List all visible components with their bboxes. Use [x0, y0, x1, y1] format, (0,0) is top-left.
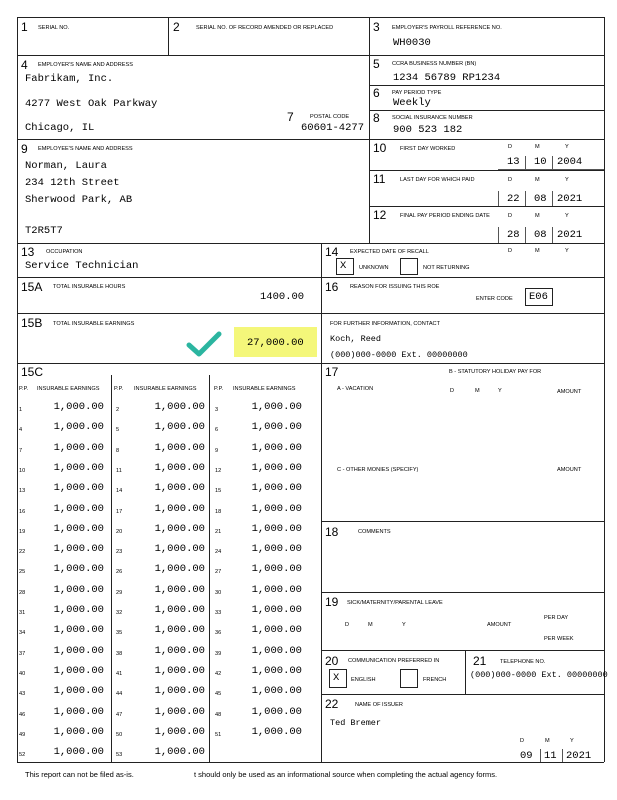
box-number: 5 — [373, 57, 380, 71]
other-monies-label: C - OTHER MONIES (SPECIFY) — [337, 467, 419, 473]
reason-label: REASON FOR ISSUING THIS ROE — [350, 284, 440, 290]
pay-period-earnings: 1,000.00 — [154, 726, 205, 738]
box-number: 17 — [325, 365, 339, 379]
pay-period-earnings: 1,000.00 — [53, 563, 104, 575]
pay-period-earnings: 1,000.00 — [251, 503, 302, 515]
pay-period-earnings: 1,000.00 — [154, 645, 205, 657]
day-heading: D — [508, 248, 513, 254]
amount-label: AMOUNT — [557, 389, 582, 395]
pay-period-number: 23 — [116, 549, 123, 555]
final-pay-label: FINAL PAY PERIOD ENDING DATE — [400, 213, 490, 219]
box-number: 10 — [373, 141, 387, 155]
box-number: 6 — [373, 86, 380, 100]
checkmark-icon — [186, 330, 222, 358]
issue-date-y: 2021 — [566, 750, 592, 762]
employer-name-label: EMPLOYER'S NAME AND ADDRESS — [38, 62, 133, 68]
pay-period-number: 18 — [215, 509, 222, 515]
final-pay-d: 28 — [507, 229, 520, 241]
pay-period-number: 53 — [116, 752, 123, 758]
issue-date-d: 09 — [520, 750, 533, 762]
reason-code-field[interactable] — [525, 288, 553, 306]
pay-period-earnings: 1,000.00 — [251, 421, 302, 433]
pay-period-value: Weekly — [393, 97, 431, 109]
pay-period-number: 43 — [19, 691, 26, 697]
box-number: 15C — [21, 365, 44, 379]
employer-name: Fabrikam, Inc. — [25, 73, 114, 85]
box-number: 3 — [373, 20, 380, 34]
communication-label: COMMUNICATION PREFERRED IN — [348, 658, 440, 664]
pay-period-number: 21 — [215, 529, 222, 535]
pay-period-earnings: 1,000.00 — [53, 462, 104, 474]
pay-period-number: 9 — [215, 448, 219, 454]
pay-period-number: 26 — [116, 569, 123, 575]
pay-period-number: 24 — [215, 549, 222, 555]
pay-period-earnings: 1,000.00 — [53, 685, 104, 697]
earnings-heading: INSURABLE EARNINGS — [134, 386, 197, 392]
pay-period-earnings: 1,000.00 — [154, 482, 205, 494]
pay-period-number: 50 — [116, 732, 123, 738]
postal-code-label: POSTAL CODE — [310, 114, 350, 120]
pay-period-earnings: 1,000.00 — [251, 665, 302, 677]
pay-period-earnings: 1,000.00 — [53, 421, 104, 433]
pay-period-earnings: 1,000.00 — [251, 706, 302, 718]
french-checkbox[interactable] — [400, 669, 418, 688]
pay-period-earnings: 1,000.00 — [251, 482, 302, 494]
pay-period-earnings: 1,000.00 — [251, 685, 302, 697]
vacation-label: A - VACATION — [337, 386, 374, 392]
pay-period-earnings: 1,000.00 — [154, 706, 205, 718]
pay-period-number: 42 — [215, 671, 222, 677]
serial-no-label: SERIAL NO. — [38, 25, 70, 31]
pay-period-number: 13 — [19, 488, 26, 494]
pay-period-earnings: 1,000.00 — [53, 665, 104, 677]
pay-period-earnings: 1,000.00 — [251, 442, 302, 454]
pay-period-earnings: 1,000.00 — [154, 604, 205, 616]
pay-period-number: 28 — [19, 590, 26, 596]
pay-period-earnings: 1,000.00 — [251, 624, 302, 636]
pay-period-number: 25 — [19, 569, 26, 575]
last-day-d: 22 — [507, 193, 520, 205]
box-number: 20 — [325, 654, 339, 668]
pp-heading: P.P. — [114, 386, 124, 392]
employee-city: Sherwood Park, AB — [25, 194, 133, 206]
pay-period-number: 34 — [19, 630, 26, 636]
box-number: 15B — [21, 316, 43, 330]
first-day-m: 10 — [534, 156, 547, 168]
pay-period-earnings: 1,000.00 — [251, 645, 302, 657]
telephone-label: TELEPHONE NO. — [500, 659, 546, 665]
box-number: 9 — [21, 142, 28, 156]
pay-period-earnings: 1,000.00 — [251, 543, 302, 555]
issuer-label: NAME OF ISSUER — [355, 702, 403, 708]
insurable-earnings-value: 27,000.00 — [247, 337, 304, 349]
last-day-m: 08 — [534, 193, 547, 205]
pay-period-number: 4 — [19, 427, 23, 433]
box-number: 16 — [325, 280, 339, 294]
pay-period-earnings: 1,000.00 — [53, 584, 104, 596]
year-heading: Y — [570, 738, 574, 744]
month-heading: M — [535, 177, 540, 183]
year-heading: Y — [565, 177, 569, 183]
year-heading: Y — [402, 622, 406, 628]
day-heading: D — [508, 177, 513, 183]
earnings-heading: INSURABLE EARNINGS — [37, 386, 100, 392]
issuer-name: Ted Bremer — [330, 718, 382, 728]
pay-period-number: 11 — [116, 468, 122, 474]
leave-label: SICK/MATERNITY/PARENTAL LEAVE — [347, 600, 443, 606]
first-day-y: 2004 — [557, 156, 583, 168]
employer-city: Chicago, IL — [25, 122, 95, 134]
pay-period-number: 8 — [116, 448, 120, 454]
business-number-value: 1234 56789 RP1234 — [393, 72, 501, 84]
pay-period-number: 38 — [116, 651, 123, 657]
year-heading: Y — [498, 388, 502, 394]
serial-amended-label: SERIAL NO. OF RECORD AMENDED OR REPLACED — [196, 25, 334, 31]
box-number: 22 — [325, 697, 339, 711]
pay-period-earnings: 1,000.00 — [53, 624, 104, 636]
pay-period-earnings: 1,000.00 — [154, 523, 205, 535]
year-heading: Y — [565, 248, 569, 254]
sin-value: 900 523 182 — [393, 124, 463, 136]
pay-period-earnings: 1,000.00 — [53, 543, 104, 555]
day-heading: D — [508, 144, 513, 150]
box-number: 21 — [473, 654, 487, 668]
pay-period-earnings: 1,000.00 — [251, 604, 302, 616]
pay-period-earnings: 1,000.00 — [53, 726, 104, 738]
day-heading: D — [520, 738, 525, 744]
unknown-checkbox[interactable] — [336, 258, 354, 275]
pay-period-earnings: 1,000.00 — [154, 401, 205, 413]
earnings-heading: INSURABLE EARNINGS — [233, 386, 296, 392]
employer-street: 4277 West Oak Parkway — [25, 98, 158, 110]
pay-period-number: 48 — [215, 712, 222, 718]
pay-period-earnings: 1,000.00 — [53, 523, 104, 535]
pay-period-earnings: 1,000.00 — [251, 401, 302, 413]
pay-period-earnings: 1,000.00 — [154, 624, 205, 636]
pay-period-number: 2 — [116, 407, 120, 413]
per-week-label: PER WEEK — [544, 636, 574, 642]
payroll-ref-label: EMPLOYER'S PAYROLL REFERENCE NO. — [392, 25, 502, 31]
employee-street: 234 12th Street — [25, 177, 120, 189]
insurable-hours-label: TOTAL INSURABLE HOURS — [53, 284, 126, 290]
employee-postal: T2R5T7 — [25, 225, 63, 237]
pay-period-number: 3 — [215, 407, 219, 413]
pp-heading: P.P. — [19, 386, 29, 392]
amount-label: AMOUNT — [557, 467, 582, 473]
first-day-d: 13 — [507, 156, 520, 168]
pay-period-number: 5 — [116, 427, 120, 433]
box-number: 19 — [325, 595, 339, 609]
day-heading: D — [508, 213, 513, 219]
pay-period-earnings: 1,000.00 — [251, 563, 302, 575]
pay-period-earnings: 1,000.00 — [154, 746, 205, 758]
pay-period-number: 32 — [116, 610, 123, 616]
pay-period-earnings: 1,000.00 — [154, 584, 205, 596]
box-number: 4 — [21, 58, 28, 72]
pay-period-number: 14 — [116, 488, 123, 494]
box-number: 14 — [325, 245, 339, 259]
pay-period-earnings: 1,000.00 — [251, 462, 302, 474]
contact-label: FOR FURTHER INFORMATION, CONTACT — [330, 321, 441, 327]
footer-note: t should only be used as an informational source when completing the actual agency forms. — [194, 770, 498, 779]
pay-period-number: 41 — [116, 671, 123, 677]
month-heading: M — [545, 738, 550, 744]
payroll-ref-value: WH0030 — [393, 37, 431, 49]
pay-period-number: 33 — [215, 610, 222, 616]
pay-period-earnings: 1,000.00 — [53, 706, 104, 718]
pay-period-earnings: 1,000.00 — [53, 401, 104, 413]
pay-period-earnings: 1,000.00 — [154, 462, 205, 474]
issue-date-m: 11 — [544, 750, 557, 762]
unknown-label: UNKNOWN — [359, 265, 389, 271]
pay-period-number: 45 — [215, 691, 222, 697]
pay-period-earnings: 1,000.00 — [154, 442, 205, 454]
recall-label: EXPECTED DATE OF RECALL — [350, 249, 429, 255]
box-number: 2 — [173, 20, 180, 34]
pay-period-number: 51 — [215, 732, 222, 738]
telephone-value: (000)000-0000 Ext. 00000000 — [470, 670, 608, 680]
last-day-y: 2021 — [557, 193, 583, 205]
pay-period-number: 20 — [116, 529, 123, 535]
stat-holiday-label: B - STATUTORY HOLIDAY PAY FOR — [449, 369, 542, 375]
pay-period-number: 1 — [19, 407, 23, 413]
not-returning-checkbox[interactable] — [400, 258, 418, 275]
month-heading: M — [535, 213, 540, 219]
per-day-label: PER DAY — [544, 615, 569, 621]
comments-label: COMMENTS — [358, 529, 391, 535]
pay-period-earnings: 1,000.00 — [53, 645, 104, 657]
postal-code-value: 60601-4277 — [301, 122, 365, 134]
pay-period-number: 27 — [215, 569, 222, 575]
box-number: 7 — [287, 110, 294, 124]
occupation-label: OCCUPATION — [46, 249, 83, 255]
enter-code-label: ENTER CODE — [476, 296, 513, 302]
box-number: 8 — [373, 111, 380, 125]
box-number: 15A — [21, 280, 43, 294]
box-number: 1 — [21, 20, 28, 34]
pay-period-number: 39 — [215, 651, 222, 657]
pay-period-number: 35 — [116, 630, 123, 636]
pay-period-earnings: 1,000.00 — [53, 604, 104, 616]
business-number-label: CCRA BUSINESS NUMBER (BN) — [392, 61, 477, 67]
amount-label: AMOUNT — [487, 622, 512, 628]
insurable-hours-value: 1400.00 — [260, 291, 305, 303]
insurable-earnings-label: TOTAL INSURABLE EARNINGS — [53, 321, 135, 327]
pay-period-number: 49 — [19, 732, 26, 738]
month-heading: M — [535, 144, 540, 150]
month-heading: M — [368, 622, 373, 628]
pay-period-number: 29 — [116, 590, 123, 596]
english-checkbox[interactable] — [329, 669, 347, 688]
box-number: 13 — [21, 245, 35, 259]
day-heading: D — [345, 622, 350, 628]
pay-period-number: 6 — [215, 427, 219, 433]
not-returning-label: NOT RETURNING — [423, 265, 470, 271]
pay-period-number: 31 — [19, 610, 26, 616]
occupation-value: Service Technician — [25, 260, 139, 272]
pay-period-earnings: 1,000.00 — [251, 584, 302, 596]
final-pay-y: 2021 — [557, 229, 583, 241]
pay-period-earnings: 1,000.00 — [154, 685, 205, 697]
year-heading: Y — [565, 213, 569, 219]
final-pay-m: 08 — [534, 229, 547, 241]
pay-period-number: 12 — [215, 468, 222, 474]
pay-period-number: 46 — [19, 712, 26, 718]
pay-period-number: 17 — [116, 509, 123, 515]
contact-phone: (000)000-0000 Ext. 00000000 — [330, 350, 468, 360]
pay-period-earnings: 1,000.00 — [53, 442, 104, 454]
box-number: 18 — [325, 525, 339, 539]
pay-period-number: 30 — [215, 590, 222, 596]
unknown-checkmark: X — [340, 260, 347, 272]
english-checkmark: X — [333, 672, 340, 684]
pay-period-number: 47 — [116, 712, 123, 718]
pay-period-earnings: 1,000.00 — [53, 482, 104, 494]
reason-code-value: E06 — [529, 291, 548, 303]
pay-period-earnings: 1,000.00 — [53, 746, 104, 758]
pay-period-earnings: 1,000.00 — [154, 421, 205, 433]
pay-period-number: 22 — [19, 549, 26, 555]
french-label: FRENCH — [423, 677, 447, 683]
pay-period-earnings: 1,000.00 — [154, 665, 205, 677]
pay-period-number: 10 — [19, 468, 26, 474]
day-heading: D — [450, 388, 455, 394]
contact-name: Koch, Reed — [330, 334, 382, 344]
pay-period-label: PAY PERIOD TYPE — [392, 90, 442, 96]
month-heading: M — [475, 388, 480, 394]
pay-period-earnings: 1,000.00 — [251, 523, 302, 535]
sin-label: SOCIAL INSURANCE NUMBER — [392, 115, 473, 121]
box-number: 12 — [373, 208, 387, 222]
footer-disclaimer: This report can not be filed as-is. — [25, 770, 134, 779]
pay-period-earnings: 1,000.00 — [53, 503, 104, 515]
first-day-label: FIRST DAY WORKED — [400, 146, 456, 152]
pay-period-earnings: 1,000.00 — [154, 503, 205, 515]
pay-period-number: 7 — [19, 448, 23, 454]
pay-period-earnings: 1,000.00 — [251, 726, 302, 738]
pay-period-number: 19 — [19, 529, 26, 535]
pay-period-earnings: 1,000.00 — [154, 563, 205, 575]
employee-name-label: EMPLOYEE'S NAME AND ADDRESS — [38, 146, 133, 152]
pp-heading: P.P. — [214, 386, 224, 392]
last-day-label: LAST DAY FOR WHICH PAID — [400, 177, 475, 183]
year-heading: Y — [565, 144, 569, 150]
pay-period-number: 36 — [215, 630, 222, 636]
employee-name: Norman, Laura — [25, 160, 107, 172]
pay-period-number: 44 — [116, 691, 123, 697]
pay-period-number: 16 — [19, 509, 26, 515]
pay-period-number: 15 — [215, 488, 222, 494]
pay-period-number: 52 — [19, 752, 26, 758]
box-number: 11 — [373, 172, 386, 186]
pay-period-number: 37 — [19, 651, 26, 657]
pay-period-earnings: 1,000.00 — [154, 543, 205, 555]
month-heading: M — [535, 248, 540, 254]
english-label: ENGLISH — [351, 677, 376, 683]
pay-period-number: 40 — [19, 671, 26, 677]
